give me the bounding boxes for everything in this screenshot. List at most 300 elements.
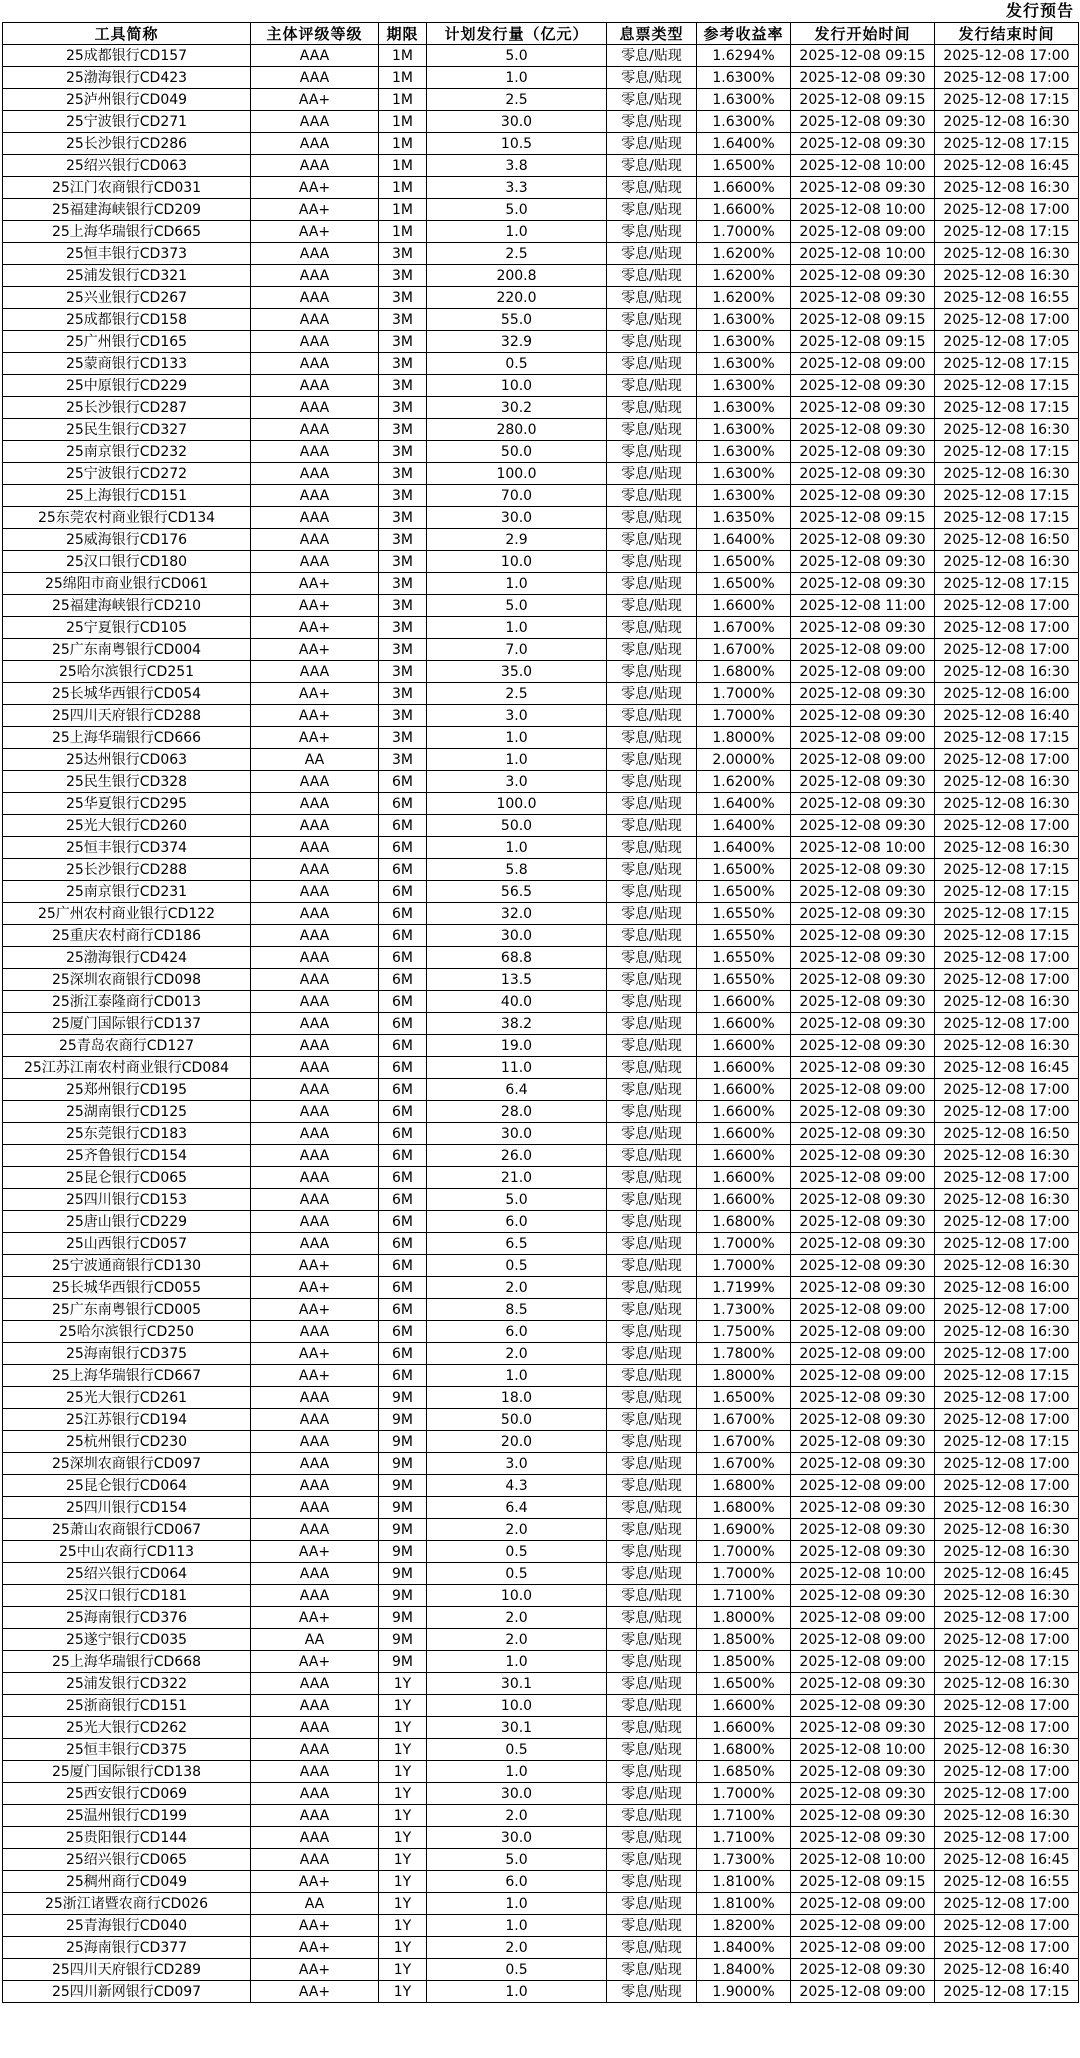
cell-planned-amount: 30.0	[427, 111, 607, 133]
cell-issuer-rating: AAA	[251, 925, 379, 947]
cell-tenor: 1Y	[379, 1893, 427, 1915]
cell-planned-amount: 10.0	[427, 1585, 607, 1607]
cell-reference-yield: 1.6400%	[697, 529, 791, 551]
cell-issuer-rating: AAA	[251, 1057, 379, 1079]
cell-issue-start-time: 2025-12-08 09:30	[791, 1805, 935, 1827]
cell-issue-end-time: 2025-12-08 16:30	[935, 111, 1079, 133]
cell-issue-start-time: 2025-12-08 09:30	[791, 265, 935, 287]
cell-coupon-type: 零息/贴现	[607, 1827, 697, 1849]
cell-issue-end-time: 2025-12-08 16:45	[935, 1849, 1079, 1871]
cell-planned-amount: 2.0	[427, 1937, 607, 1959]
cell-coupon-type: 零息/贴现	[607, 815, 697, 837]
cell-issue-end-time: 2025-12-08 17:15	[935, 903, 1079, 925]
cell-issue-end-time: 2025-12-08 17:15	[935, 727, 1079, 749]
cell-coupon-type: 零息/贴现	[607, 749, 697, 771]
cell-coupon-type: 零息/贴现	[607, 1321, 697, 1343]
cell-issue-end-time: 2025-12-08 16:30	[935, 1145, 1079, 1167]
cell-issue-start-time: 2025-12-08 09:30	[791, 991, 935, 1013]
table-row	[3, 199, 1079, 221]
table-row	[3, 1057, 1079, 1079]
cell-issue-start-time: 2025-12-08 09:30	[791, 881, 935, 903]
cell-planned-amount: 7.0	[427, 639, 607, 661]
table-header-row	[3, 23, 1079, 45]
cell-planned-amount: 2.0	[427, 1277, 607, 1299]
cell-planned-amount: 2.0	[427, 1805, 607, 1827]
cell-planned-amount: 220.0	[427, 287, 607, 309]
cell-issue-end-time: 2025-12-08 17:05	[935, 331, 1079, 353]
cell-coupon-type: 零息/贴现	[607, 1079, 697, 1101]
cell-tenor: 1Y	[379, 1673, 427, 1695]
cell-reference-yield: 1.6500%	[697, 859, 791, 881]
cell-instrument-name: 25浦发银行CD321	[3, 265, 251, 287]
cell-issuer-rating: AAA	[251, 1783, 379, 1805]
cell-instrument-name: 25上海华瑞银行CD666	[3, 727, 251, 749]
cell-tenor: 1M	[379, 67, 427, 89]
cell-planned-amount: 1.0	[427, 1915, 607, 1937]
cell-issue-end-time: 2025-12-08 17:00	[935, 595, 1079, 617]
cell-planned-amount: 4.3	[427, 1475, 607, 1497]
cell-issue-end-time: 2025-12-08 17:15	[935, 133, 1079, 155]
cell-planned-amount: 3.0	[427, 1453, 607, 1475]
cell-issuer-rating: AA+	[251, 617, 379, 639]
cell-reference-yield: 1.7000%	[697, 683, 791, 705]
cell-issue-end-time: 2025-12-08 17:00	[935, 1629, 1079, 1651]
cell-instrument-name: 25青海银行CD040	[3, 1915, 251, 1937]
cell-instrument-name: 25民生银行CD327	[3, 419, 251, 441]
cell-coupon-type: 零息/贴现	[607, 221, 697, 243]
cell-issue-end-time: 2025-12-08 16:30	[935, 463, 1079, 485]
issuance-table	[2, 22, 1079, 2003]
cell-coupon-type: 零息/贴现	[607, 67, 697, 89]
cell-coupon-type: 零息/贴现	[607, 771, 697, 793]
cell-coupon-type: 零息/贴现	[607, 727, 697, 749]
cell-issue-start-time: 2025-12-08 09:30	[791, 287, 935, 309]
cell-planned-amount: 40.0	[427, 991, 607, 1013]
cell-planned-amount: 2.9	[427, 529, 607, 551]
cell-issuer-rating: AAA	[251, 1167, 379, 1189]
table-row	[3, 1497, 1079, 1519]
cell-issuer-rating: AAA	[251, 265, 379, 287]
cell-tenor: 3M	[379, 683, 427, 705]
cell-issuer-rating: AAA	[251, 155, 379, 177]
cell-issuer-rating: AAA	[251, 1827, 379, 1849]
cell-issuer-rating: AAA	[251, 859, 379, 881]
cell-instrument-name: 25遂宁银行CD035	[3, 1629, 251, 1651]
cell-reference-yield: 1.7000%	[697, 705, 791, 727]
table-row	[3, 1871, 1079, 1893]
cell-instrument-name: 25浙商银行CD151	[3, 1695, 251, 1717]
cell-tenor: 6M	[379, 1343, 427, 1365]
cell-reference-yield: 1.6700%	[697, 1409, 791, 1431]
cell-issue-end-time: 2025-12-08 16:30	[935, 265, 1079, 287]
cell-coupon-type: 零息/贴现	[607, 683, 697, 705]
cell-issue-end-time: 2025-12-08 16:30	[935, 1497, 1079, 1519]
cell-coupon-type: 零息/贴现	[607, 1629, 697, 1651]
cell-issue-start-time: 2025-12-08 09:30	[791, 551, 935, 573]
cell-issue-start-time: 2025-12-08 10:00	[791, 1849, 935, 1871]
cell-instrument-name: 25宁夏银行CD105	[3, 617, 251, 639]
cell-tenor: 6M	[379, 881, 427, 903]
cell-issue-start-time: 2025-12-08 10:00	[791, 199, 935, 221]
cell-instrument-name: 25光大银行CD262	[3, 1717, 251, 1739]
cell-reference-yield: 1.6500%	[697, 1673, 791, 1695]
cell-reference-yield: 1.7300%	[697, 1299, 791, 1321]
table-row	[3, 529, 1079, 551]
cell-issue-start-time: 2025-12-08 10:00	[791, 837, 935, 859]
cell-tenor: 3M	[379, 353, 427, 375]
table-row	[3, 419, 1079, 441]
cell-issuer-rating: AAA	[251, 947, 379, 969]
cell-instrument-name: 25郑州银行CD195	[3, 1079, 251, 1101]
cell-issue-end-time: 2025-12-08 16:45	[935, 1563, 1079, 1585]
cell-issue-start-time: 2025-12-08 09:30	[791, 925, 935, 947]
cell-reference-yield: 1.8400%	[697, 1959, 791, 1981]
cell-issue-end-time: 2025-12-08 17:00	[935, 1937, 1079, 1959]
cell-issuer-rating: AA+	[251, 1365, 379, 1387]
cell-issue-start-time: 2025-12-08 10:00	[791, 155, 935, 177]
cell-tenor: 6M	[379, 1211, 427, 1233]
cell-issuer-rating: AAA	[251, 1519, 379, 1541]
cell-issue-start-time: 2025-12-08 09:00	[791, 1651, 935, 1673]
cell-issuer-rating: AAA	[251, 441, 379, 463]
cell-issue-start-time: 2025-12-08 09:30	[791, 1695, 935, 1717]
table-row	[3, 991, 1079, 1013]
cell-reference-yield: 1.8200%	[697, 1915, 791, 1937]
cell-reference-yield: 1.6600%	[697, 595, 791, 617]
cell-issue-start-time: 2025-12-08 09:30	[791, 793, 935, 815]
cell-coupon-type: 零息/贴现	[607, 133, 697, 155]
cell-coupon-type: 零息/贴现	[607, 859, 697, 881]
cell-issue-end-time: 2025-12-08 16:30	[935, 1035, 1079, 1057]
cell-instrument-name: 25东莞农村商业银行CD134	[3, 507, 251, 529]
table-row	[3, 243, 1079, 265]
cell-issuer-rating: AAA	[251, 1453, 379, 1475]
cell-reference-yield: 1.8100%	[697, 1893, 791, 1915]
cell-tenor: 3M	[379, 617, 427, 639]
cell-issuer-rating: AA+	[251, 1607, 379, 1629]
cell-coupon-type: 零息/贴现	[607, 331, 697, 353]
cell-issuer-rating: AAA	[251, 991, 379, 1013]
cell-issuer-rating: AA+	[251, 1343, 379, 1365]
cell-tenor: 6M	[379, 1233, 427, 1255]
cell-issue-start-time: 2025-12-08 09:30	[791, 441, 935, 463]
cell-issue-end-time: 2025-12-08 17:00	[935, 1387, 1079, 1409]
cell-instrument-name: 25光大银行CD261	[3, 1387, 251, 1409]
cell-tenor: 6M	[379, 1167, 427, 1189]
table-row	[3, 507, 1079, 529]
cell-coupon-type: 零息/贴现	[607, 1959, 697, 1981]
cell-reference-yield: 1.6500%	[697, 573, 791, 595]
cell-instrument-name: 25长城华西银行CD055	[3, 1277, 251, 1299]
cell-issuer-rating: AAA	[251, 1387, 379, 1409]
table-row	[3, 1849, 1079, 1871]
cell-tenor: 6M	[379, 1123, 427, 1145]
cell-issuer-rating: AAA	[251, 1079, 379, 1101]
cell-planned-amount: 30.0	[427, 925, 607, 947]
cell-coupon-type: 零息/贴现	[607, 1453, 697, 1475]
cell-issuer-rating: AA+	[251, 573, 379, 595]
cell-reference-yield: 1.6550%	[697, 969, 791, 991]
cell-issuer-rating: AAA	[251, 529, 379, 551]
cell-coupon-type: 零息/贴现	[607, 1145, 697, 1167]
cell-issue-start-time: 2025-12-08 09:00	[791, 1893, 935, 1915]
table-row	[3, 1981, 1079, 2003]
cell-reference-yield: 1.8500%	[697, 1629, 791, 1651]
cell-coupon-type: 零息/贴现	[607, 1871, 697, 1893]
cell-issuer-rating: AAA	[251, 1563, 379, 1585]
cell-issue-start-time: 2025-12-08 09:00	[791, 1475, 935, 1497]
cell-tenor: 1Y	[379, 1783, 427, 1805]
table-row	[3, 1761, 1079, 1783]
cell-issue-end-time: 2025-12-08 17:00	[935, 815, 1079, 837]
cell-issuer-rating: AAA	[251, 1321, 379, 1343]
cell-instrument-name: 25江苏江南农村商业银行CD084	[3, 1057, 251, 1079]
table-row	[3, 133, 1079, 155]
cell-issue-start-time: 2025-12-08 09:30	[791, 463, 935, 485]
cell-issue-end-time: 2025-12-08 17:00	[935, 45, 1079, 67]
table-row	[3, 859, 1079, 881]
cell-coupon-type: 零息/贴现	[607, 1541, 697, 1563]
cell-reference-yield: 1.7000%	[697, 221, 791, 243]
table-row	[3, 1717, 1079, 1739]
cell-issue-end-time: 2025-12-08 16:30	[935, 1585, 1079, 1607]
cell-planned-amount: 1.0	[427, 749, 607, 771]
cell-planned-amount: 32.9	[427, 331, 607, 353]
table-row	[3, 287, 1079, 309]
cell-instrument-name: 25广东南粤银行CD005	[3, 1299, 251, 1321]
cell-issue-start-time: 2025-12-08 09:30	[791, 1189, 935, 1211]
cell-issue-end-time: 2025-12-08 17:15	[935, 485, 1079, 507]
cell-instrument-name: 25广州农村商业银行CD122	[3, 903, 251, 925]
cell-reference-yield: 1.6800%	[697, 1211, 791, 1233]
cell-issuer-rating: AAA	[251, 881, 379, 903]
cell-issue-end-time: 2025-12-08 17:00	[935, 947, 1079, 969]
cell-issue-start-time: 2025-12-08 09:30	[791, 1717, 935, 1739]
cell-issue-end-time: 2025-12-08 17:00	[935, 1101, 1079, 1123]
table-row	[3, 1255, 1079, 1277]
cell-tenor: 1M	[379, 155, 427, 177]
cell-instrument-name: 25成都银行CD158	[3, 309, 251, 331]
cell-issue-start-time: 2025-12-08 09:30	[791, 1497, 935, 1519]
cell-instrument-name: 25温州银行CD199	[3, 1805, 251, 1827]
cell-instrument-name: 25上海华瑞银行CD668	[3, 1651, 251, 1673]
cell-planned-amount: 100.0	[427, 793, 607, 815]
cell-reference-yield: 1.6400%	[697, 837, 791, 859]
cell-instrument-name: 25四川银行CD154	[3, 1497, 251, 1519]
cell-instrument-name: 25哈尔滨银行CD251	[3, 661, 251, 683]
cell-issue-end-time: 2025-12-08 16:30	[935, 793, 1079, 815]
cell-reference-yield: 1.7000%	[697, 1563, 791, 1585]
cell-planned-amount: 3.8	[427, 155, 607, 177]
cell-issue-end-time: 2025-12-08 17:00	[935, 1761, 1079, 1783]
cell-reference-yield: 1.6550%	[697, 903, 791, 925]
cell-tenor: 9M	[379, 1409, 427, 1431]
header-coupon-type: 息票类型	[607, 23, 697, 45]
cell-reference-yield: 1.6700%	[697, 1431, 791, 1453]
cell-issue-end-time: 2025-12-08 16:30	[935, 1805, 1079, 1827]
cell-issuer-rating: AAA	[251, 1695, 379, 1717]
cell-tenor: 1Y	[379, 1937, 427, 1959]
cell-issue-end-time: 2025-12-08 17:15	[935, 881, 1079, 903]
cell-instrument-name: 25福建海峡银行CD210	[3, 595, 251, 617]
cell-coupon-type: 零息/贴现	[607, 155, 697, 177]
cell-issuer-rating: AAA	[251, 1101, 379, 1123]
table-row	[3, 1079, 1079, 1101]
cell-issue-start-time: 2025-12-08 09:30	[791, 1959, 935, 1981]
cell-tenor: 6M	[379, 969, 427, 991]
cell-reference-yield: 1.6700%	[697, 1453, 791, 1475]
cell-reference-yield: 1.6300%	[697, 331, 791, 353]
cell-issue-start-time: 2025-12-08 09:30	[791, 1211, 935, 1233]
cell-planned-amount: 6.0	[427, 1211, 607, 1233]
cell-tenor: 1Y	[379, 1915, 427, 1937]
cell-planned-amount: 30.1	[427, 1717, 607, 1739]
cell-tenor: 6M	[379, 1299, 427, 1321]
cell-planned-amount: 1.0	[427, 727, 607, 749]
cell-planned-amount: 11.0	[427, 1057, 607, 1079]
cell-planned-amount: 1.0	[427, 1893, 607, 1915]
cell-instrument-name: 25江门农商银行CD031	[3, 177, 251, 199]
cell-tenor: 1Y	[379, 1717, 427, 1739]
cell-reference-yield: 1.6300%	[697, 441, 791, 463]
cell-issuer-rating: AA+	[251, 1255, 379, 1277]
cell-planned-amount: 26.0	[427, 1145, 607, 1167]
cell-planned-amount: 10.0	[427, 1695, 607, 1717]
cell-issue-start-time: 2025-12-08 09:30	[791, 529, 935, 551]
cell-coupon-type: 零息/贴现	[607, 1673, 697, 1695]
cell-issue-end-time: 2025-12-08 17:15	[935, 89, 1079, 111]
table-row	[3, 309, 1079, 331]
cell-instrument-name: 25渤海银行CD423	[3, 67, 251, 89]
cell-coupon-type: 零息/贴现	[607, 617, 697, 639]
cell-issuer-rating: AAA	[251, 1189, 379, 1211]
table-row	[3, 1035, 1079, 1057]
cell-issue-start-time: 2025-12-08 09:30	[791, 771, 935, 793]
cell-coupon-type: 零息/贴现	[607, 551, 697, 573]
cell-tenor: 1M	[379, 89, 427, 111]
cell-issuer-rating: AAA	[251, 463, 379, 485]
table-row	[3, 947, 1079, 969]
cell-issue-start-time: 2025-12-08 09:00	[791, 1981, 935, 2003]
cell-issue-start-time: 2025-12-08 09:30	[791, 1519, 935, 1541]
cell-reference-yield: 1.6300%	[697, 89, 791, 111]
cell-reference-yield: 1.6600%	[697, 177, 791, 199]
cell-reference-yield: 1.6550%	[697, 947, 791, 969]
cell-issue-end-time: 2025-12-08 17:00	[935, 1079, 1079, 1101]
table-row	[3, 1387, 1079, 1409]
cell-issue-end-time: 2025-12-08 17:00	[935, 67, 1079, 89]
cell-coupon-type: 零息/贴现	[607, 595, 697, 617]
cell-reference-yield: 1.6600%	[697, 1717, 791, 1739]
cell-coupon-type: 零息/贴现	[607, 1497, 697, 1519]
cell-issue-start-time: 2025-12-08 09:30	[791, 111, 935, 133]
cell-issue-start-time: 2025-12-08 09:00	[791, 1299, 935, 1321]
cell-issue-start-time: 2025-12-08 09:30	[791, 1013, 935, 1035]
cell-issue-start-time: 2025-12-08 09:30	[791, 1827, 935, 1849]
table-row	[3, 1189, 1079, 1211]
cell-planned-amount: 30.2	[427, 397, 607, 419]
cell-instrument-name: 25中原银行CD229	[3, 375, 251, 397]
cell-issuer-rating: AAA	[251, 1761, 379, 1783]
cell-instrument-name: 25兴业银行CD267	[3, 287, 251, 309]
cell-coupon-type: 零息/贴现	[607, 793, 697, 815]
cell-reference-yield: 1.8100%	[697, 1871, 791, 1893]
cell-instrument-name: 25宁波银行CD272	[3, 463, 251, 485]
table-row	[3, 705, 1079, 727]
cell-issue-start-time: 2025-12-08 09:00	[791, 353, 935, 375]
cell-tenor: 9M	[379, 1431, 427, 1453]
cell-instrument-name: 25光大银行CD260	[3, 815, 251, 837]
cell-issuer-rating: AA	[251, 1893, 379, 1915]
table-row	[3, 375, 1079, 397]
cell-issue-start-time: 2025-12-08 09:30	[791, 947, 935, 969]
cell-issue-end-time: 2025-12-08 16:30	[935, 1519, 1079, 1541]
table-row	[3, 1651, 1079, 1673]
table-body	[3, 45, 1079, 2003]
table-row	[3, 111, 1079, 133]
table-row	[3, 1233, 1079, 1255]
cell-instrument-name: 25宁波银行CD271	[3, 111, 251, 133]
table-row	[3, 639, 1079, 661]
cell-instrument-name: 25长沙银行CD286	[3, 133, 251, 155]
cell-issuer-rating: AA+	[251, 1937, 379, 1959]
cell-issue-end-time: 2025-12-08 17:15	[935, 925, 1079, 947]
cell-coupon-type: 零息/贴现	[607, 947, 697, 969]
cell-issue-start-time: 2025-12-08 09:30	[791, 705, 935, 727]
cell-instrument-name: 25浙江泰隆商行CD013	[3, 991, 251, 1013]
cell-coupon-type: 零息/贴现	[607, 903, 697, 925]
cell-planned-amount: 5.0	[427, 595, 607, 617]
cell-reference-yield: 1.6800%	[697, 1475, 791, 1497]
cell-reference-yield: 1.6550%	[697, 925, 791, 947]
cell-planned-amount: 13.5	[427, 969, 607, 991]
cell-reference-yield: 1.6600%	[697, 1101, 791, 1123]
cell-issuer-rating: AAA	[251, 1035, 379, 1057]
cell-tenor: 9M	[379, 1629, 427, 1651]
cell-planned-amount: 6.4	[427, 1079, 607, 1101]
cell-instrument-name: 25南京银行CD232	[3, 441, 251, 463]
table-row	[3, 617, 1079, 639]
cell-planned-amount: 1.0	[427, 1365, 607, 1387]
table-row	[3, 1805, 1079, 1827]
cell-tenor: 1Y	[379, 1695, 427, 1717]
cell-instrument-name: 25哈尔滨银行CD250	[3, 1321, 251, 1343]
cell-planned-amount: 2.0	[427, 1629, 607, 1651]
cell-planned-amount: 3.0	[427, 771, 607, 793]
cell-tenor: 3M	[379, 309, 427, 331]
table-row	[3, 1145, 1079, 1167]
cell-instrument-name: 25福建海峡银行CD209	[3, 199, 251, 221]
cell-instrument-name: 25稠州商行CD049	[3, 1871, 251, 1893]
table-row	[3, 1013, 1079, 1035]
table-row	[3, 1365, 1079, 1387]
cell-instrument-name: 25昆仑银行CD064	[3, 1475, 251, 1497]
cell-issuer-rating: AAA	[251, 1233, 379, 1255]
cell-tenor: 6M	[379, 793, 427, 815]
cell-tenor: 6M	[379, 1101, 427, 1123]
cell-reference-yield: 1.7000%	[697, 1233, 791, 1255]
table-row	[3, 353, 1079, 375]
table-row	[3, 485, 1079, 507]
table-row	[3, 1453, 1079, 1475]
table-row	[3, 1167, 1079, 1189]
cell-instrument-name: 25南京银行CD231	[3, 881, 251, 903]
cell-issue-start-time: 2025-12-08 09:15	[791, 45, 935, 67]
cell-tenor: 3M	[379, 485, 427, 507]
table-row	[3, 1563, 1079, 1585]
cell-issuer-rating: AA	[251, 749, 379, 771]
cell-tenor: 6M	[379, 947, 427, 969]
